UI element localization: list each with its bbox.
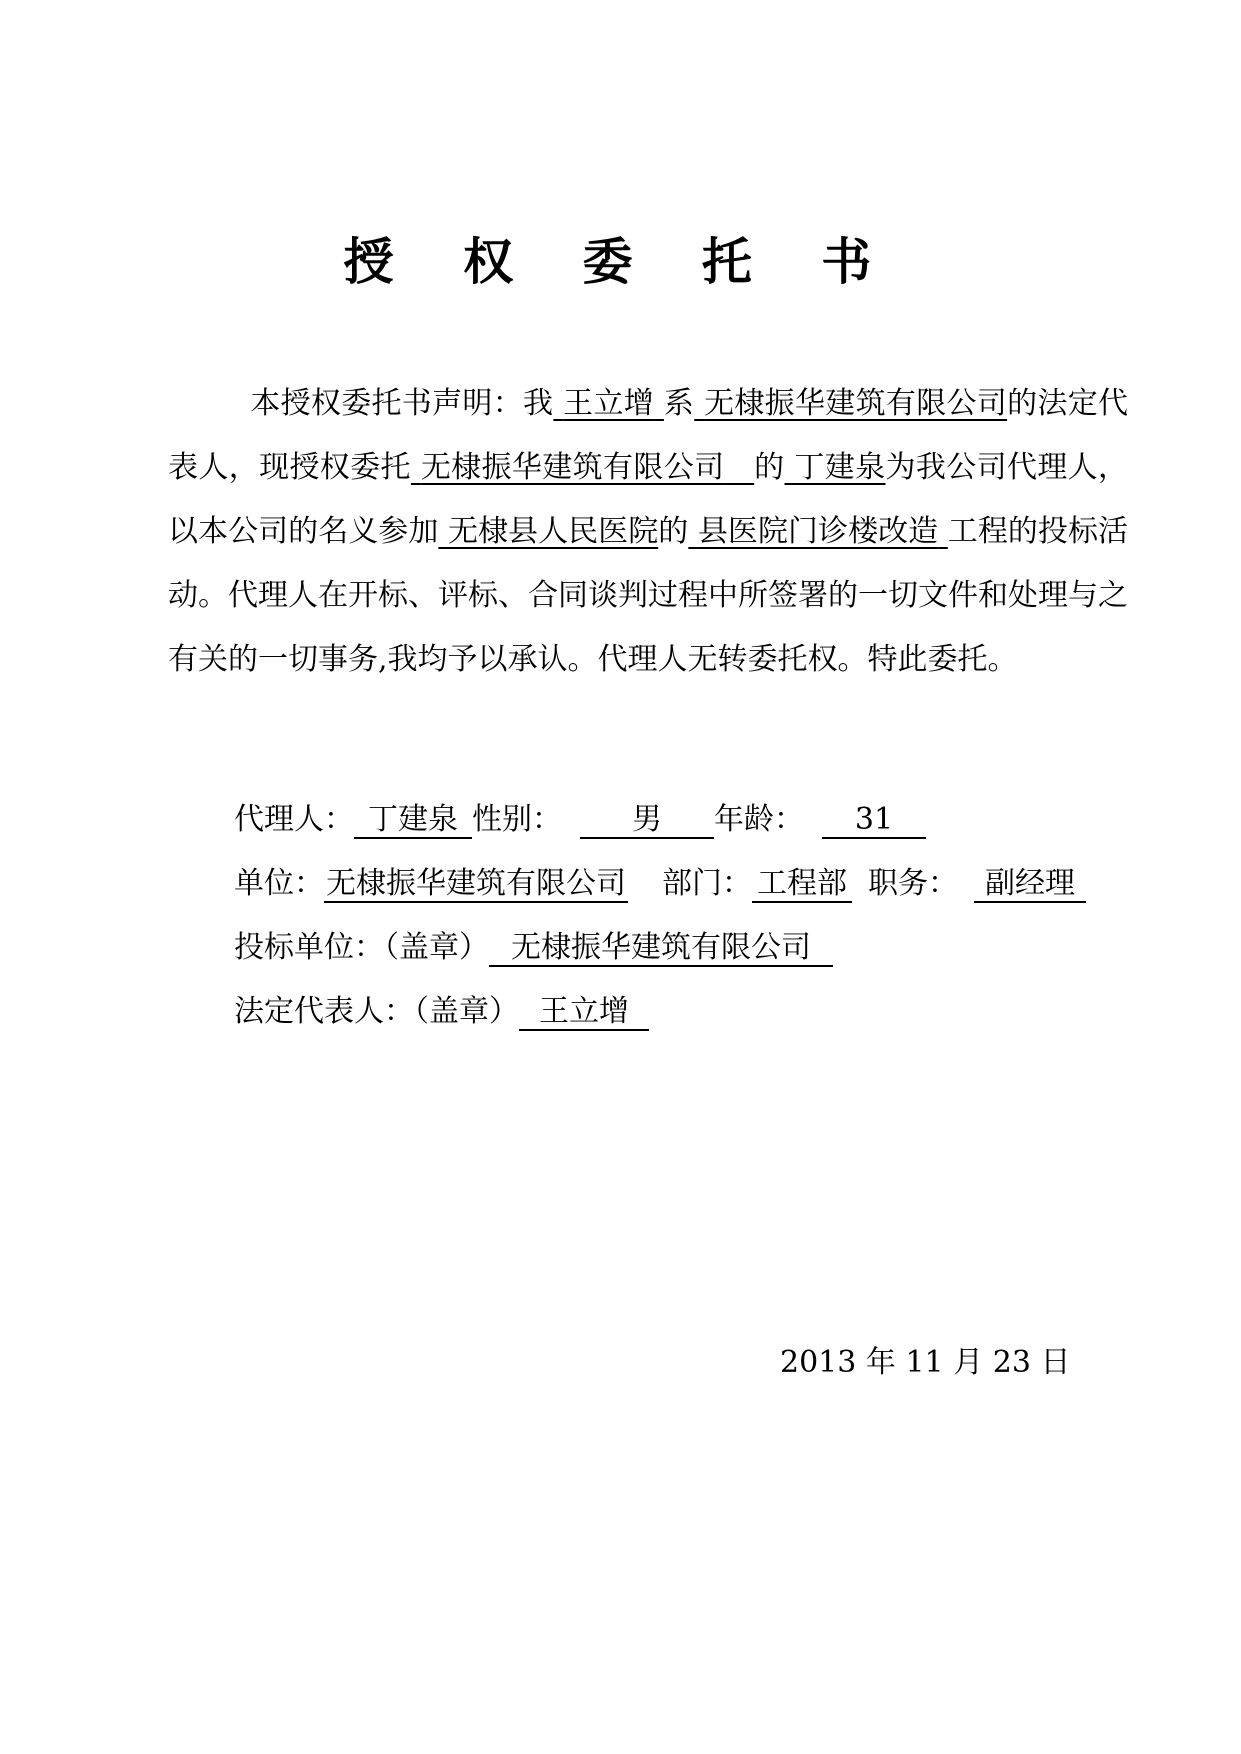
dept-label: 部门： xyxy=(662,866,752,901)
statement-paragraph xyxy=(168,372,1128,692)
company-field: 无棣振华建筑有限公司 xyxy=(704,386,1008,421)
legal-rep-role-text: 的法定代表人，现授权委托 xyxy=(168,386,1129,485)
position-value: 副经理 xyxy=(974,869,1086,903)
agent-info-row xyxy=(234,802,926,839)
conj-xi: 系 xyxy=(663,386,695,421)
gender-value: 男 xyxy=(580,805,714,839)
legal-rep-row xyxy=(234,994,649,1031)
date-month: 11 xyxy=(905,1345,944,1380)
bidder-row xyxy=(234,930,833,967)
statement-intro: 本授权委托书声明：我 xyxy=(250,386,554,421)
bidder-value: 无棣振华建筑有限公司 xyxy=(489,933,833,967)
project-name-field: 县医院门诊楼改造 xyxy=(697,514,939,549)
position-label: 职务： xyxy=(868,866,958,901)
date-year: 2013 xyxy=(780,1345,857,1380)
statement-remainder: 工程的投标活动。代理人在开标、评标、合同谈判过程中所签署的一切文件和处理与之有关的一切事务,我均予以承认。代理人无转委托权。特此委托。 xyxy=(168,514,1129,677)
unit-value: 无棣振华建筑有限公司 xyxy=(326,866,626,901)
gender-label: 性别： xyxy=(472,802,562,837)
agent-company-field: 无棣振华建筑有限公司 xyxy=(420,450,725,485)
date-month-unit: 月 xyxy=(953,1345,984,1380)
agent-name-field: 丁建泉 xyxy=(794,450,886,485)
legal-rep-value: 王立增 xyxy=(519,997,649,1031)
bidder-label: 投标单位：（盖章） xyxy=(234,930,489,965)
legal-rep-label: 法定代表人：（盖章） xyxy=(234,994,519,1029)
agent-name-value: 丁建泉 xyxy=(354,805,472,839)
conj-de-2: 的 xyxy=(658,514,689,549)
age-label: 年龄： xyxy=(714,802,804,837)
age-value: 31 xyxy=(822,805,926,839)
agent-role-text: 为我公司代理人，以本公司的名义参加 xyxy=(168,450,1129,549)
date-day: 23 xyxy=(992,1345,1031,1380)
dept-value: 工程部 xyxy=(752,869,852,903)
date xyxy=(780,1345,1070,1381)
legal-rep-name-field: 王立增 xyxy=(563,386,655,421)
page-title: 授 权 委 托 书 xyxy=(343,232,898,291)
unit-info-row xyxy=(234,866,1086,903)
tenderer-field: 无棣县人民医院 xyxy=(447,514,659,549)
date-day-unit: 日 xyxy=(1040,1345,1071,1380)
conj-de-1: 的 xyxy=(754,450,785,485)
agent-label: 代理人： xyxy=(234,802,354,837)
date-year-unit: 年 xyxy=(865,1345,896,1380)
unit-label: 单位： xyxy=(234,866,324,901)
